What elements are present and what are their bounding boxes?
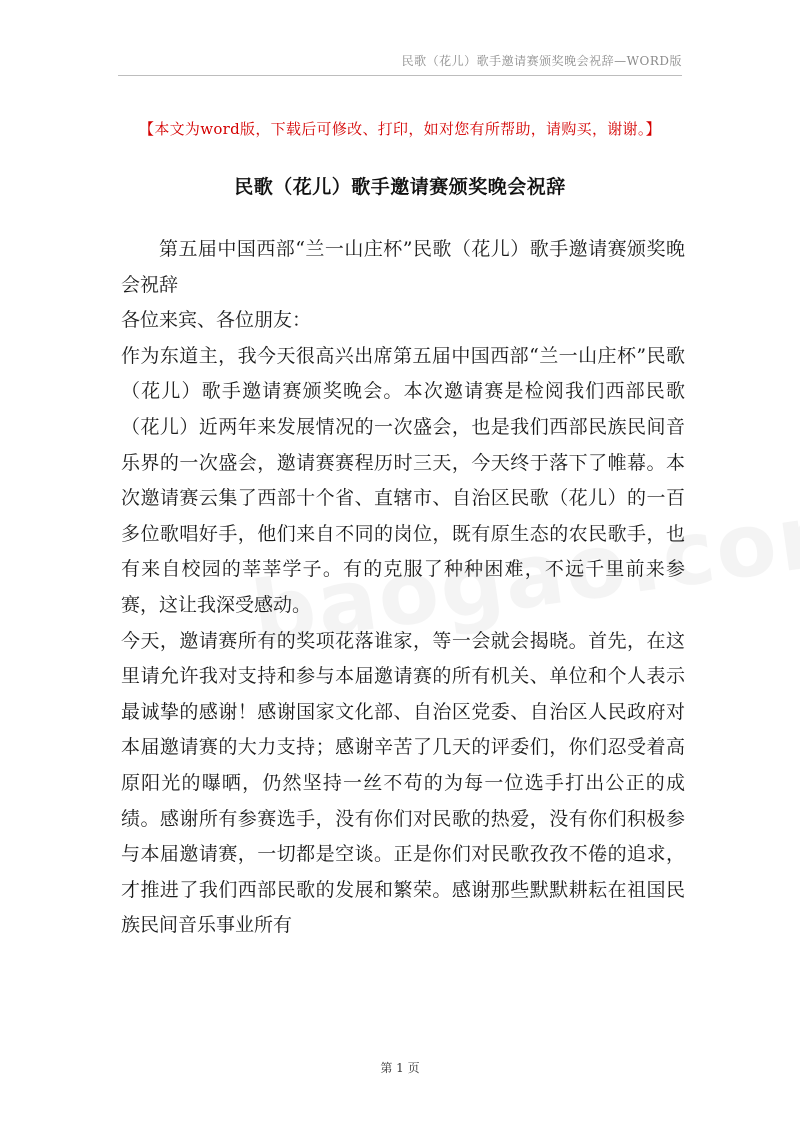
paragraph-body: 作为东道主，我今天很高兴出席第五届中国西部“兰一山庄杯”民歌（花儿）歌手邀请赛颁奖晚会。本次邀请赛是检阅我们西部民歌（花儿）近两年来发展情况的一次盛会，也是我们西部民族民间音乐界的一次盛会，邀请赛赛程历时三天，今天终于落下了帷幕。本次邀请赛云集了西部十个省、直辖市、自治区民歌（花儿）的一百多位歌唱好手，他们来自不同的岗位，既有原生态的农民歌手，也有来自校园的莘莘学子。有的克服了种种困难，不远千里前来参赛，这让我深受感动。 bbox=[121, 344, 685, 616]
document-title: 民歌（花儿）歌手邀请赛颁奖晚会祝辞 bbox=[234, 176, 566, 198]
page-number: 第 1 页 bbox=[380, 1061, 420, 1075]
paragraph-body: 今天，邀请赛所有的奖项花落谁家，等一会就会揭晓。首先，在这里请允许我对支持和参与本届邀请赛的所有机关、单位和个人表示最诚挚的感谢！感谢国家文化部、自治区党委、自治区人民政府对本届邀请赛的大力支持；感谢辛苦了几天的评委们，你们忍受着高原阳光的曝晒，仍然坚持一丝不苟的为每一位选手打出公正的成绩。感谢所有参赛选手，没有你们对民歌的热爱，没有你们积极参与本届邀请赛，一切都是空谈。正是你们对民歌孜孜不倦的追求，才推进了我们西部民歌的发展和繁荣。感谢那些默默耕耘在祖国民族民间音乐事业所有 bbox=[121, 629, 685, 937]
document-body bbox=[121, 232, 685, 944]
purchase-notice: 【本文为word版，下载后可修改、打印，如对您有所帮助，请购买，谢谢。】 bbox=[139, 120, 661, 138]
paragraph-salutation: 各位来宾、各位朋友： bbox=[121, 309, 312, 332]
header-divider bbox=[118, 75, 682, 76]
running-header: 民歌（花儿）歌手邀请赛颁奖晚会祝辞—WORD版 bbox=[401, 54, 682, 68]
paragraph-subtitle: 第五届中国西部“兰一山庄杯”民歌（花儿）歌手邀请赛颁奖晚会祝辞 bbox=[121, 238, 685, 296]
